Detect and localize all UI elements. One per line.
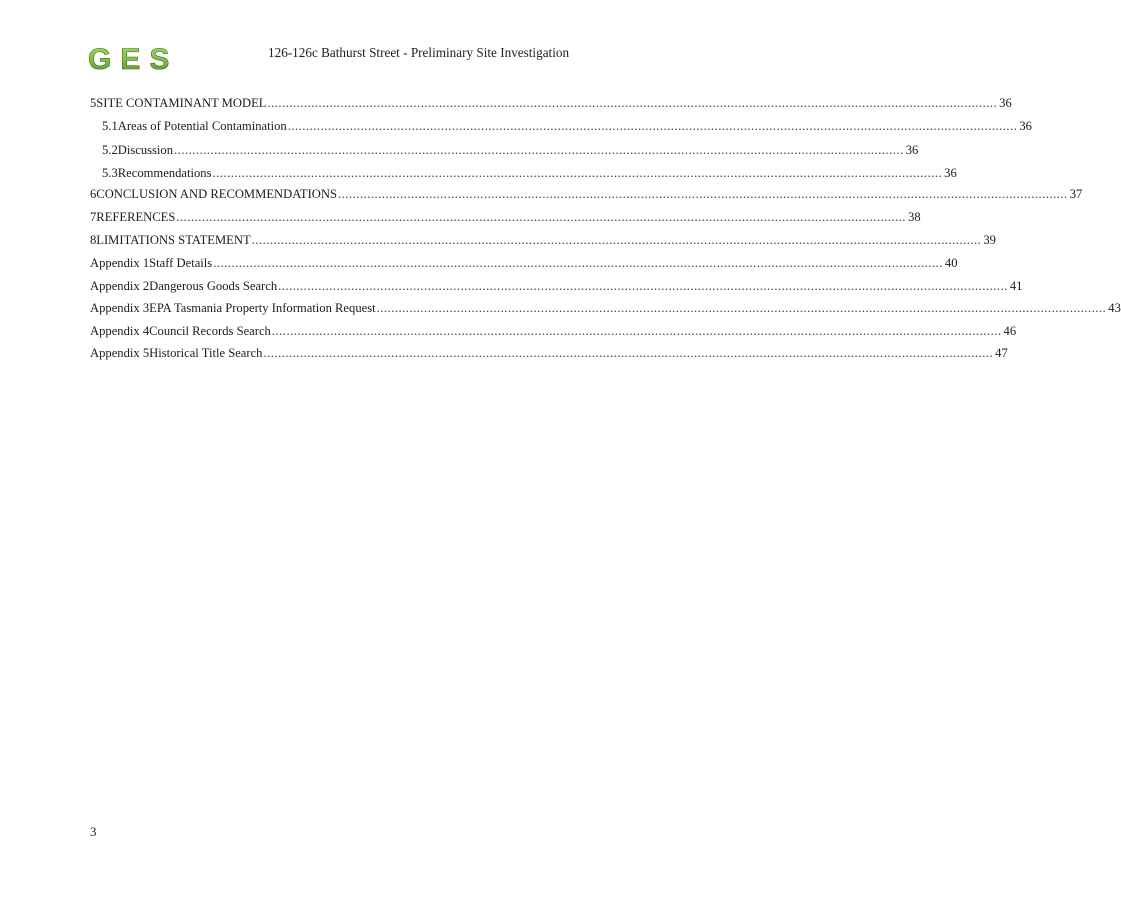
toc-entry[interactable]	[90, 210, 921, 228]
toc-leader-dots: ........................................................................................................................................................................................................	[271, 324, 1002, 338]
toc-entry-label: EPA Tasmania Property Information Request	[149, 301, 376, 315]
toc-entry-page: 40	[944, 256, 958, 270]
svg-text:GES: GES	[88, 43, 179, 76]
toc-entry-page: 38	[908, 210, 921, 224]
toc-entry-label: Dangerous Goods Search	[149, 279, 278, 293]
toc-entry-label: CONCLUSION AND RECOMMENDATIONS	[96, 187, 337, 201]
toc-entry-number: 5	[90, 96, 97, 110]
toc-entry-page: 36	[999, 96, 1012, 110]
toc-entry-page: 43	[1108, 301, 1121, 315]
toc-leader-dots: ........................................................................................................................................................................................................	[263, 346, 994, 360]
toc-entry[interactable]	[90, 324, 1017, 342]
toc-entry-number: 5.1	[102, 119, 118, 133]
toc-entry[interactable]	[102, 143, 919, 161]
toc-leader-dots: ........................................................................................................................................................................................................	[287, 119, 1018, 133]
toc-entry-number: 5.2	[102, 143, 118, 157]
toc-entry-label: Council Records Search	[149, 324, 271, 338]
toc-leader-dots: ........................................................................................................................................................................................................	[174, 143, 904, 157]
toc-entry-label: Discussion	[117, 143, 174, 157]
toc-leader-dots: ........................................................................................................................................................................................................	[376, 301, 1107, 315]
toc-entry-number: 7	[90, 210, 97, 224]
toc-leader-dots: ........................................................................................................................................................................................................	[338, 187, 1068, 201]
toc-entry[interactable]	[90, 187, 1083, 205]
toc-entry-page: 36	[905, 143, 919, 157]
toc-entry-page: 46	[1003, 324, 1017, 338]
ges-logo	[88, 44, 188, 74]
toc-entry[interactable]	[102, 119, 1032, 137]
toc-entry-label: Recommendations	[117, 166, 212, 180]
header-title: 126-126c Bathurst Street - Preliminary Site Investigation	[268, 45, 570, 60]
toc-entry[interactable]	[90, 279, 1023, 297]
toc-entry-number: Appendix 3	[90, 301, 150, 315]
toc-entry-page: 36	[1019, 119, 1032, 133]
toc-entry-label: Areas of Potential Contamination	[117, 119, 287, 133]
toc-leader-dots: ........................................................................................................................................................................................................	[176, 210, 907, 224]
toc-entry-number: 8	[90, 233, 97, 247]
toc-entry-number: 6	[90, 187, 97, 201]
toc-entry-number: Appendix 4	[90, 324, 150, 338]
toc-entry-page: 47	[995, 346, 1008, 360]
toc-entry-page: 37	[1069, 187, 1083, 201]
toc-entry[interactable]	[102, 166, 957, 184]
toc-leader-dots: ........................................................................................................................................................................................................	[267, 96, 998, 110]
toc-entry-page: 39	[983, 233, 996, 247]
toc-entry-page: 36	[944, 166, 957, 180]
toc-entry-number: Appendix 5	[90, 346, 150, 360]
toc-entry-label: LIMITATIONS STATEMENT	[96, 233, 251, 247]
toc-entry-label: Staff Details	[149, 256, 213, 270]
page-header	[0, 0, 646, 80]
toc-entry[interactable]	[90, 346, 1008, 364]
toc-entry-label: SITE CONTAMINANT MODEL	[96, 96, 267, 110]
toc-entry[interactable]	[90, 256, 958, 274]
toc-leader-dots: ........................................................................................................................................................................................................	[212, 166, 943, 180]
toc-entry[interactable]	[90, 301, 1121, 319]
toc-entry-number: Appendix 1	[90, 256, 150, 270]
toc-entry-number: 5.3	[102, 166, 118, 180]
toc-entry-label: Historical Title Search	[149, 346, 263, 360]
toc-leader-dots: ........................................................................................................................................................................................................	[213, 256, 943, 270]
toc-leader-dots: ........................................................................................................................................................................................................	[278, 279, 1008, 293]
toc-entry-page: 41	[1009, 279, 1023, 293]
toc-entry[interactable]	[90, 96, 1012, 114]
toc-entry[interactable]	[90, 233, 996, 251]
toc-entry-number: Appendix 2	[90, 279, 150, 293]
toc-entry-label: REFERENCES	[96, 210, 176, 224]
toc-leader-dots: ........................................................................................................................................................................................................	[251, 233, 982, 247]
page-number: 3	[90, 824, 97, 839]
